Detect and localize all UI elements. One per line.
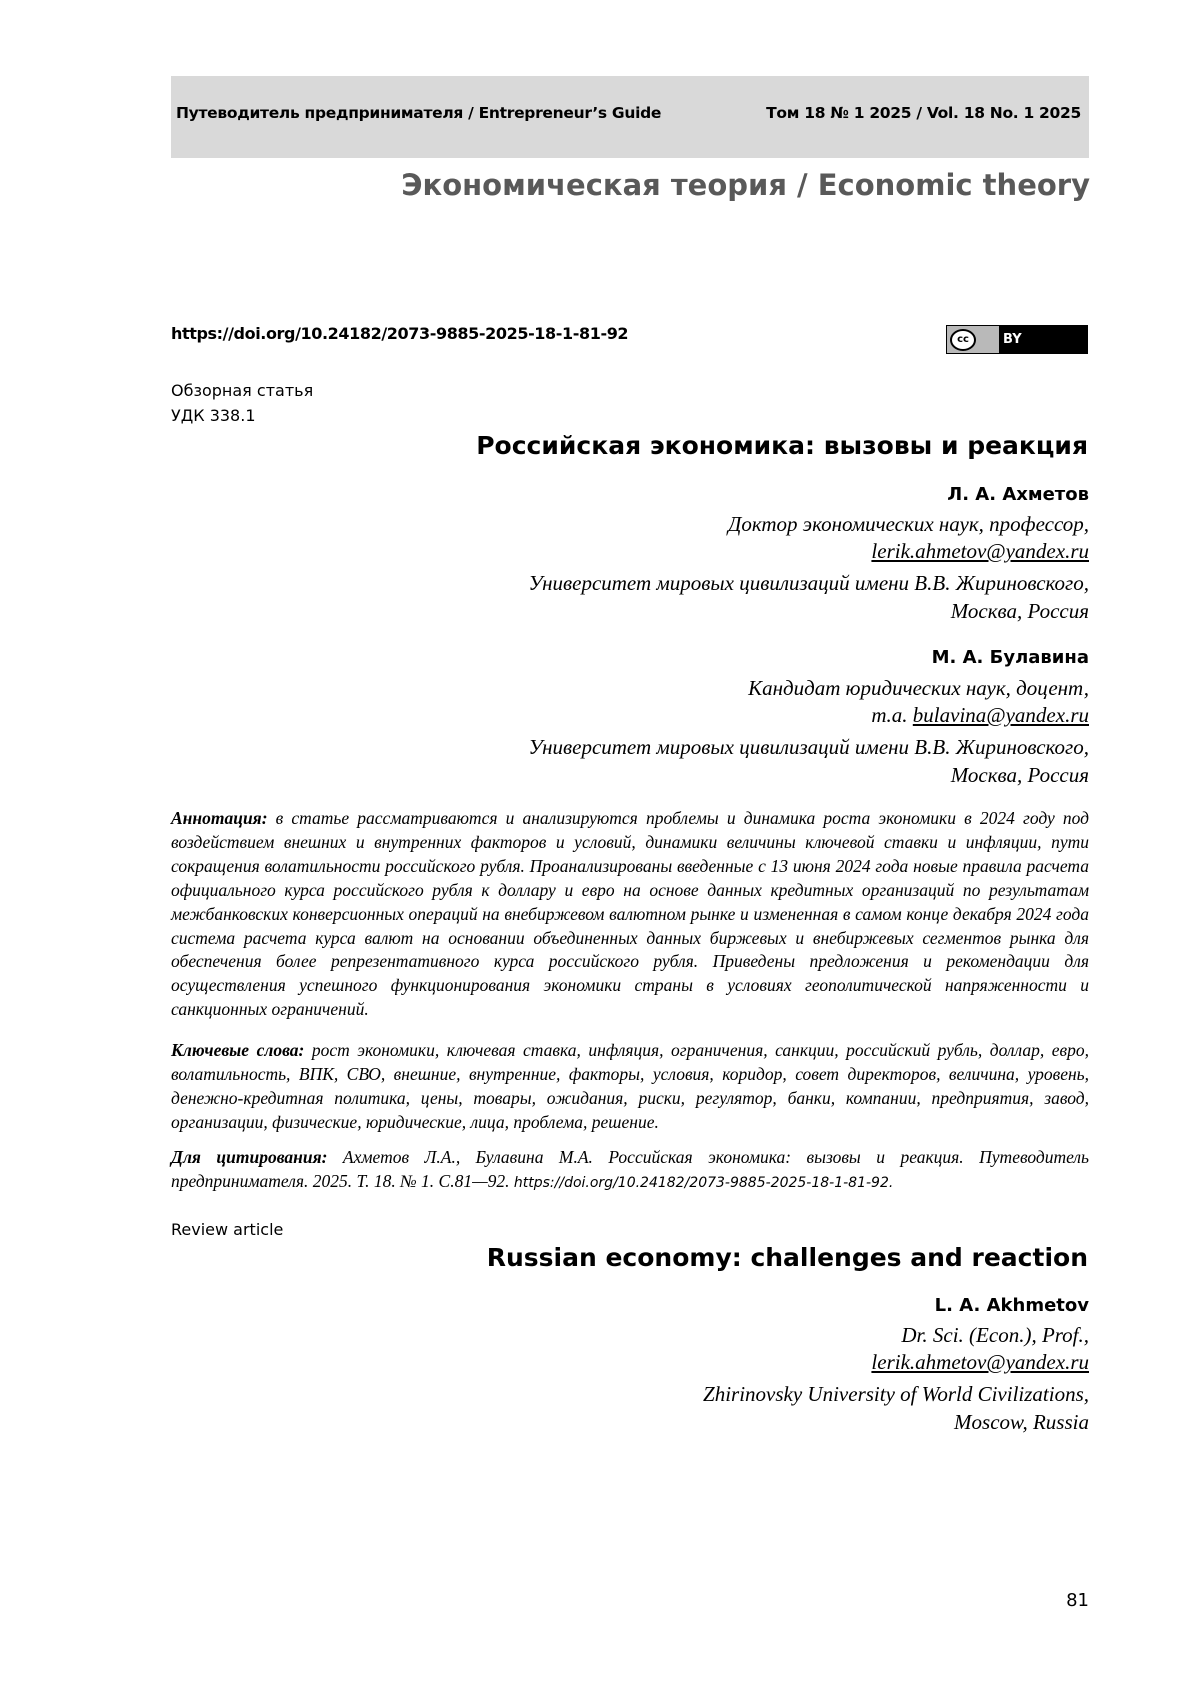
author-name-en: L. A. Akhmetov — [934, 1295, 1089, 1316]
section-title: Экономическая теория / Economic theory — [401, 168, 1090, 202]
citation-label: Для цитирования: — [171, 1147, 328, 1167]
author-location-1: Москва, Россия — [950, 599, 1089, 623]
author-location-2: Москва, Россия — [950, 763, 1089, 787]
citation-text: Ахметов Л.А., Булавина М.А. Российская экономика: вызовы и реакция. Путеводитель предпринимателя. 2025. Т. 18. № 1. С.81—92. — [171, 1147, 1090, 1191]
author-degree-1: Доктор экономических наук, профессор, — [727, 512, 1089, 536]
author-location-en: Moscow, Russia — [954, 1410, 1089, 1434]
author-email-line-en — [871, 1350, 1089, 1375]
page-number: 81 — [1066, 1590, 1089, 1611]
udk-code: УДК 338.1 — [171, 406, 256, 425]
keywords-text: рост экономики, ключевая ставка, инфляция, ограничения, санкции, российский рубль, доллар, евро, волатильность, ВПК, СВО, внешние, внутренние, факторы, условия, коридор, совет директоров, величина, уровень, денежно-кредитная политика, цены, товары, ожидания, риски, регулятор, банки, компании, предприятия, завод, организации, физические, юридические, лица, проблема, решение. — [171, 1040, 1089, 1132]
author-affiliation-en: Zhirinovsky University of World Civilizations, — [703, 1382, 1089, 1406]
author-email-prefix-2: m.a. — [871, 703, 913, 727]
citation — [171, 1146, 1089, 1196]
article-type-ru: Обзорная статья — [171, 381, 314, 400]
cc-logo — [947, 326, 999, 353]
author-email-line-1 — [871, 539, 1089, 564]
abstract — [171, 807, 1089, 1022]
journal-name: Путеводитель предпринимателя / Entrepreneur’s Guide — [176, 104, 662, 122]
article-type-en: Review article — [171, 1220, 284, 1239]
author-email-line-2 — [871, 703, 1089, 728]
cc-icon: cc — [950, 329, 976, 351]
author-name-2: М. А. Булавина — [931, 647, 1089, 668]
abstract-text: в статье рассматриваются и анализируются проблемы и динамика роста экономики в 2024 году под воздействием внешних и внутренних факторов и условий, динамики величины ключевой ставки и инфляции, пути сокращения волатильности российского рубля. Проанализированы введенные с 13 июня 2024 года новые правила расчета официального курса российского рубля к доллару и евро на основе данных кредитных организаций по результатам межбанковских конверсионных операций на внебиржевом валютном рынке и измененная в самом конце декабря 2024 года система расчета курса валют на основании объединенных данных биржевых и внебиржевых сегментов рынка для обеспечения более репрезентативного курса российского рубля. Приведены предложения и рекомендации для осуществления успешного функционирования экономики страны в условиях геополитической напряженности и санкционных ограничений. — [171, 808, 1089, 1020]
author-affiliation-2: Университет мировых цивилизаций имени В.В. Жириновского, — [528, 735, 1089, 759]
citation-doi[interactable]: https://doi.org/10.24182/2073-9885-2025-18-1-81-92. — [513, 1174, 894, 1191]
author-degree-2: Кандидат юридических наук, доцент, — [748, 676, 1089, 700]
license-by-label: BY — [1003, 332, 1022, 347]
author-degree-en: Dr. Sci. (Econ.), Prof., — [901, 1323, 1089, 1347]
author-email-1[interactable]: lerik.ahmetov@yandex.ru — [871, 539, 1089, 563]
keywords — [171, 1039, 1089, 1135]
doi-link[interactable]: https://doi.org/10.24182/2073-9885-2025-18-1-81-92 — [171, 324, 629, 343]
cc-by-license-badge[interactable] — [946, 325, 1088, 354]
author-email-2[interactable]: bulavina@yandex.ru — [912, 703, 1089, 727]
author-name-1: Л. А. Ахметов — [947, 484, 1089, 505]
keywords-label: Ключевые слова: — [171, 1040, 305, 1060]
article-title-en: Russian economy: challenges and reaction — [486, 1243, 1088, 1272]
issue-info: Том 18 № 1 2025 / Vol. 18 No. 1 2025 — [766, 104, 1081, 122]
abstract-label: Аннотация: — [171, 808, 268, 828]
author-affiliation-1: Университет мировых цивилизаций имени В.В. Жириновского, — [528, 571, 1089, 595]
author-email-en[interactable]: lerik.ahmetov@yandex.ru — [871, 1350, 1089, 1374]
article-title-ru: Российская экономика: вызовы и реакция — [476, 431, 1088, 460]
